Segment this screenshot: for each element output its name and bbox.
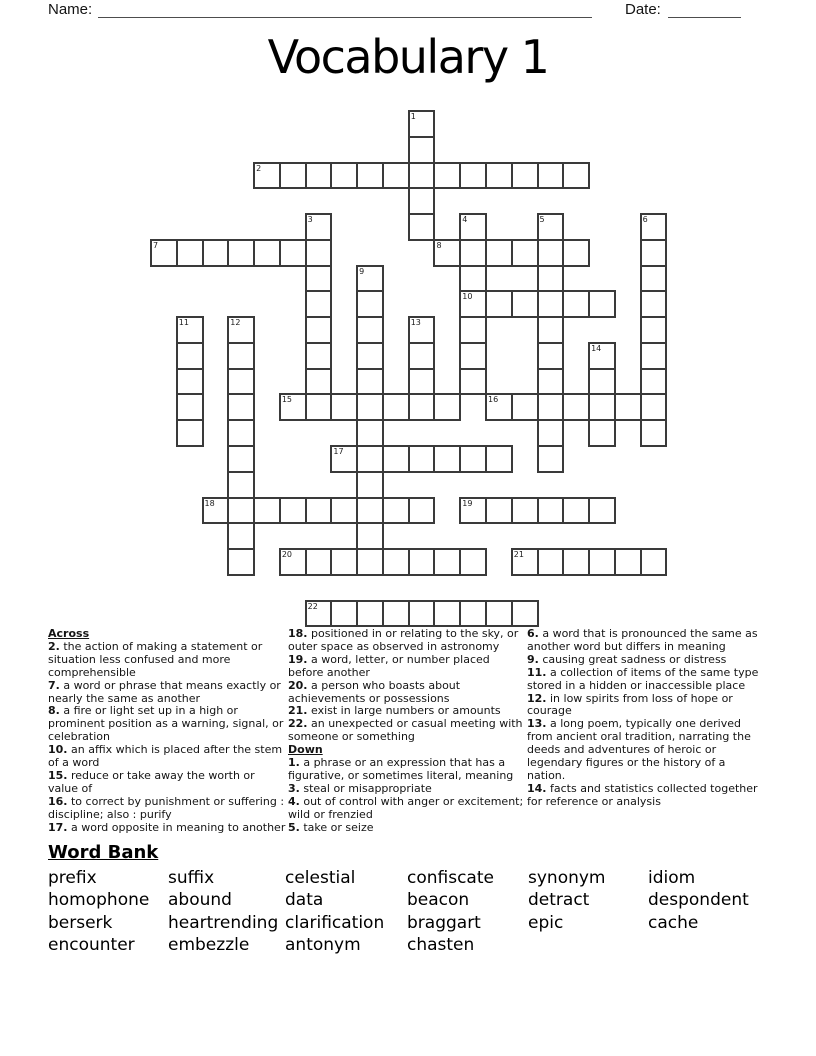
- grid-cell[interactable]: [511, 600, 539, 628]
- grid-cell[interactable]: [459, 342, 487, 370]
- grid-cell[interactable]: [279, 239, 307, 267]
- grid-cell[interactable]: [640, 419, 668, 447]
- word-bank-item: heartrending: [168, 912, 279, 933]
- grid-cell[interactable]: [227, 522, 255, 550]
- grid-cell[interactable]: [408, 445, 436, 473]
- clue-down-9: 9. causing great sadness or distress: [527, 652, 727, 666]
- word-bank-item: homophone: [48, 890, 150, 911]
- clue-across-15: 15. reduce or take away the worth or value of: [48, 768, 255, 795]
- clue-number: 6.: [527, 627, 539, 640]
- clue-number: 9.: [527, 652, 539, 666]
- grid-cell[interactable]: [356, 522, 384, 550]
- grid-cell[interactable]: [408, 497, 436, 525]
- word-bank-item: despondent: [648, 890, 749, 911]
- clue-across-8: 8. a fire or light set up in a high or prominent position as a warning, signal, or celebration: [48, 704, 284, 744]
- grid-cell-number: 4: [462, 215, 468, 225]
- clue-number: 15.: [48, 768, 68, 782]
- word-bank-item: data: [285, 890, 324, 911]
- grid-cell-number: 18: [204, 498, 215, 508]
- grid-cell[interactable]: [459, 162, 487, 190]
- grid-cell[interactable]: [485, 290, 513, 318]
- clue-number: 11.: [527, 665, 547, 679]
- clue-down-3: 3. steal or misappropriate: [288, 781, 432, 795]
- grid-cell[interactable]: [330, 600, 358, 628]
- grid-cell[interactable]: [356, 471, 384, 499]
- grid-cell[interactable]: [176, 393, 204, 421]
- grid-cell[interactable]: [640, 548, 668, 576]
- clue-column-left: [48, 628, 287, 835]
- grid-cell[interactable]: [408, 600, 436, 628]
- grid-cell[interactable]: [459, 316, 487, 344]
- grid-cell[interactable]: [537, 162, 565, 190]
- grid-cell[interactable]: [459, 600, 487, 628]
- clue-number: 3.: [288, 781, 300, 795]
- grid-cell[interactable]: [537, 265, 565, 293]
- word-bank-item: synonym: [528, 868, 606, 888]
- grid-cell[interactable]: [305, 342, 333, 370]
- grid-cell[interactable]: [588, 548, 616, 576]
- grid-cell[interactable]: [511, 393, 539, 421]
- grid-cell[interactable]: [640, 368, 668, 396]
- word-bank-item: abound: [168, 890, 232, 911]
- word-bank-item: idiom: [648, 868, 696, 888]
- grid-cell[interactable]: [305, 393, 333, 421]
- grid-cell-number: 13: [410, 318, 421, 328]
- clue-number: 20.: [288, 678, 308, 692]
- grid-cell[interactable]: [640, 316, 668, 344]
- grid-cell[interactable]: [588, 497, 616, 525]
- date-label: Date:: [625, 1, 661, 18]
- grid-cell-number: 7: [153, 240, 159, 250]
- clue-number: 21.: [288, 704, 308, 718]
- grid-cell[interactable]: [305, 162, 333, 190]
- grid-cell[interactable]: [614, 548, 642, 576]
- grid-cell[interactable]: [356, 342, 384, 370]
- grid-cell[interactable]: [356, 162, 384, 190]
- grid-cell-number: 14: [591, 343, 602, 353]
- word-bank-item: suffix: [168, 868, 215, 888]
- grid-cell[interactable]: [537, 497, 565, 525]
- clue-down-4: 4. out of control with anger or excitement; wild or frenzied: [288, 794, 524, 821]
- grid-cell-number: 22: [307, 601, 318, 611]
- clue-across-20: 20. a person who boasts about achievements or possessions: [288, 678, 461, 705]
- clue-number: 18.: [288, 627, 308, 640]
- page-title: Vocabulary 1: [267, 30, 549, 84]
- grid-cell-number: 3: [307, 215, 313, 225]
- grid-cell[interactable]: [562, 239, 590, 267]
- grid-cell[interactable]: [511, 290, 539, 318]
- grid-cell[interactable]: [305, 368, 333, 396]
- grid-cell[interactable]: [511, 239, 539, 267]
- grid-cell[interactable]: [640, 265, 668, 293]
- clue-down-6: 6. a word that is pronounced the same as another word but differs in meaning: [527, 627, 758, 653]
- grid-cell[interactable]: [176, 239, 204, 267]
- grid-cell[interactable]: [408, 368, 436, 396]
- grid-cell[interactable]: [202, 239, 230, 267]
- clue-number: 13.: [527, 717, 547, 731]
- grid-cell[interactable]: [562, 290, 590, 318]
- grid-cell[interactable]: [330, 548, 358, 576]
- clue-column-right: [527, 628, 766, 809]
- grid-cell[interactable]: [382, 162, 410, 190]
- grid-cell[interactable]: [485, 497, 513, 525]
- grid-cell[interactable]: [382, 600, 410, 628]
- clue-down-14: 14. facts and statistics collected together for reference or analysis: [527, 781, 758, 808]
- grid-cell[interactable]: [227, 393, 255, 421]
- clue-number: 12.: [527, 691, 547, 705]
- grid-cell[interactable]: [485, 162, 513, 190]
- word-bank-item: chasten: [407, 934, 475, 955]
- grid-cell[interactable]: [588, 290, 616, 318]
- word-bank-item: berserk: [48, 912, 113, 933]
- grid-cell[interactable]: [356, 290, 384, 318]
- grid-cell[interactable]: [382, 548, 410, 576]
- grid-cell[interactable]: [537, 368, 565, 396]
- grid-cell[interactable]: [640, 342, 668, 370]
- grid-cell[interactable]: [227, 497, 255, 525]
- grid-cell[interactable]: [408, 393, 436, 421]
- grid-cell[interactable]: [176, 368, 204, 396]
- grid-cell[interactable]: [356, 445, 384, 473]
- grid-cell[interactable]: [562, 548, 590, 576]
- word-bank-item: antonym: [285, 934, 361, 955]
- grid-cell[interactable]: [408, 136, 436, 164]
- grid-cell[interactable]: [305, 265, 333, 293]
- grid-cell[interactable]: [537, 239, 565, 267]
- grid-cell[interactable]: [227, 342, 255, 370]
- grid-cell[interactable]: [485, 445, 513, 473]
- grid-cell[interactable]: [433, 548, 461, 576]
- grid-cell[interactable]: [640, 239, 668, 267]
- grid-cell[interactable]: [356, 368, 384, 396]
- grid-cell[interactable]: [408, 342, 436, 370]
- word-bank-item: prefix: [48, 868, 97, 888]
- grid-cell[interactable]: [227, 419, 255, 447]
- clue-number: 8.: [48, 704, 60, 718]
- grid-cell[interactable]: [588, 368, 616, 396]
- grid-cell[interactable]: [459, 265, 487, 293]
- grid-cell[interactable]: [356, 548, 384, 576]
- clue-number: 16.: [48, 794, 68, 808]
- clue-across-16: 16. to correct by punishment or suffering : discipline; also : purify: [48, 794, 285, 821]
- clue-number: 19.: [288, 652, 308, 666]
- clue-number: 5.: [288, 820, 300, 834]
- grid-cell[interactable]: [279, 162, 307, 190]
- clue-number: 10.: [48, 743, 68, 757]
- grid-cell[interactable]: [305, 548, 333, 576]
- grid-cell[interactable]: [279, 497, 307, 525]
- grid-cell[interactable]: [305, 497, 333, 525]
- grid-cell[interactable]: [305, 290, 333, 318]
- grid-cell-number: 5: [539, 215, 545, 225]
- grid-cell-number: 15: [281, 395, 293, 405]
- word-bank-list: [48, 867, 768, 956]
- grid-cell[interactable]: [537, 342, 565, 370]
- clue-column-middle: [288, 628, 527, 835]
- grid-cell[interactable]: [640, 393, 668, 421]
- grid-cell[interactable]: [356, 497, 384, 525]
- grid-cell[interactable]: [227, 445, 255, 473]
- grid-cell[interactable]: [433, 445, 461, 473]
- word-bank-item: detract: [528, 890, 590, 911]
- grid-cell[interactable]: [485, 239, 513, 267]
- grid-cell[interactable]: [537, 548, 565, 576]
- grid-cell[interactable]: [330, 393, 358, 421]
- word-bank-item: epic: [528, 912, 564, 933]
- grid-cell-number: 11: [178, 318, 189, 328]
- grid-cell[interactable]: [537, 445, 565, 473]
- grid-cell[interactable]: [382, 393, 410, 421]
- grid-cell[interactable]: [640, 290, 668, 318]
- grid-cell[interactable]: [408, 162, 436, 190]
- clue-number: 22.: [288, 717, 308, 731]
- grid-cell[interactable]: [305, 239, 333, 267]
- clue-number: 17.: [48, 820, 68, 834]
- grid-cell[interactable]: [356, 600, 384, 628]
- clue-across-22: 22. an unexpected or casual meeting with someone or something: [288, 717, 523, 744]
- clue-across-17: 17. a word opposite in meaning to another: [48, 820, 286, 834]
- across-clues-header: Across: [48, 627, 90, 640]
- grid-cell[interactable]: [176, 419, 204, 447]
- clue-down-12: 12. in low spirits from loss of hope or courage: [527, 691, 733, 718]
- grid-cell-number: 2: [256, 163, 262, 173]
- clue-number: 14.: [527, 781, 547, 795]
- word-bank-item: celestial: [285, 868, 356, 888]
- grid-cell[interactable]: [433, 600, 461, 628]
- grid-cell[interactable]: [356, 419, 384, 447]
- grid-cell[interactable]: [537, 316, 565, 344]
- clue-across-18: 18. positioned in or relating to the sky, or outer space as observed in astronomy: [288, 627, 519, 653]
- grid-cell[interactable]: [459, 548, 487, 576]
- grid-cell[interactable]: [408, 187, 436, 215]
- grid-cell[interactable]: [382, 497, 410, 525]
- grid-cell-number: 19: [462, 498, 473, 508]
- down-clues-header: Down: [288, 743, 323, 757]
- grid-cell[interactable]: [562, 162, 590, 190]
- grid-cell[interactable]: [408, 213, 436, 241]
- grid-cell[interactable]: [227, 548, 255, 576]
- grid-cell[interactable]: [511, 162, 539, 190]
- clue-across-10: 10. an affix which is placed after the stem of a word: [48, 743, 283, 770]
- word-bank-item: embezzle: [168, 934, 250, 955]
- grid-cell[interactable]: [408, 548, 436, 576]
- grid-cell[interactable]: [537, 290, 565, 318]
- clue-across-7: 7. a word or phrase that means exactly or nearly the same as another: [48, 678, 281, 705]
- clue-number: 1.: [288, 756, 300, 770]
- grid-cell[interactable]: [253, 497, 281, 525]
- grid-cell-number: 21: [513, 550, 524, 560]
- word-bank-item: braggart: [407, 912, 481, 933]
- grid-cell[interactable]: [356, 393, 384, 421]
- grid-cell[interactable]: [227, 239, 255, 267]
- grid-cell-number: 6: [642, 215, 648, 225]
- grid-cell[interactable]: [537, 393, 565, 421]
- grid-cell-number: 1: [410, 112, 416, 121]
- grid-cell-number: 9: [359, 266, 365, 276]
- grid-cell-number: 16: [488, 395, 499, 405]
- clue-number: 2.: [48, 639, 60, 653]
- grid-cell[interactable]: [356, 316, 384, 344]
- word-bank-item: cache: [648, 912, 699, 933]
- grid-cell[interactable]: [176, 342, 204, 370]
- grid-cell-number: 17: [333, 447, 344, 456]
- word-bank-item: beacon: [407, 890, 470, 911]
- grid-cell[interactable]: [330, 162, 358, 190]
- grid-cell[interactable]: [305, 316, 333, 344]
- grid-cell[interactable]: [227, 368, 255, 396]
- grid-cell-number: 10: [462, 292, 473, 302]
- grid-cell[interactable]: [227, 471, 255, 499]
- clue-down-11: 11. a collection of items of the same type stored in a hidden or inaccessible place: [527, 665, 759, 692]
- clue-across-21: 21. exist in large numbers or amounts: [288, 704, 501, 718]
- grid-cell[interactable]: [253, 239, 281, 267]
- grid-cell[interactable]: [433, 162, 461, 190]
- word-bank-item: clarification: [285, 912, 385, 933]
- grid-cell[interactable]: [511, 497, 539, 525]
- grid-cell[interactable]: [588, 419, 616, 447]
- word-bank-item: encounter: [48, 934, 135, 955]
- grid-cell[interactable]: [330, 497, 358, 525]
- grid-cell[interactable]: [459, 239, 487, 267]
- grid-cell[interactable]: [485, 600, 513, 628]
- grid-cell[interactable]: [562, 497, 590, 525]
- grid-cell[interactable]: [588, 393, 616, 421]
- grid-cell[interactable]: [537, 419, 565, 447]
- grid-cell[interactable]: [382, 445, 410, 473]
- grid-cell[interactable]: [562, 393, 590, 421]
- word-bank-item: confiscate: [407, 868, 494, 888]
- grid-cell[interactable]: [433, 393, 461, 421]
- clue-across-2: 2. the action of making a statement or situation less confused and more comprehensible: [48, 639, 263, 679]
- clue-number: 4.: [288, 794, 300, 808]
- clue-across-19: 19. a word, letter, or number placed before another: [288, 652, 490, 679]
- clue-down-5: 5. take or seize: [288, 820, 374, 834]
- grid-cell-number: 20: [281, 550, 293, 560]
- grid-cell[interactable]: [459, 445, 487, 473]
- word-bank-header: Word Bank: [48, 842, 159, 863]
- grid-cell[interactable]: [614, 393, 642, 421]
- clue-down-1: 1. a phrase or an expression that has a figurative, or sometimes literal, meaning: [288, 756, 514, 782]
- grid-cell[interactable]: [459, 368, 487, 396]
- clue-number: 7.: [48, 678, 60, 692]
- clue-down-13: 13. a long poem, typically one derived from ancient oral tradition, narrating the deeds and adventures of heroic or legendary figures or the history of a nation.: [527, 717, 751, 782]
- grid-cell-number: 8: [436, 240, 442, 250]
- grid-cell-number: 12: [230, 318, 241, 328]
- name-label: Name:: [48, 1, 93, 18]
